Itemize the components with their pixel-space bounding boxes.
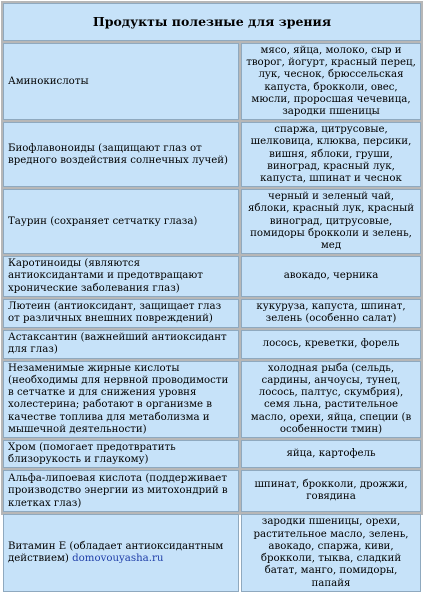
table-title: Продукты полезные для зрения: [3, 3, 421, 41]
table-row: [3, 299, 421, 328]
table-row: [3, 330, 421, 359]
foods-cell: шпинат, брокколи, дрожжи, говядина: [241, 470, 421, 512]
foods-cell: зародки пшеницы, орехи, растительное масло, зелень, авокадо, спаржа, киви, брокколи, тыква, сладкий батат, манго, помидоры, папайя: [241, 514, 421, 591]
foods-cell: яйца, картофель: [241, 440, 421, 468]
nutrition-table-frame: [1, 1, 423, 589]
nutrient-cell: Таурин (сохраняет сетчатку глаза): [3, 189, 239, 254]
site-watermark: domovouyasha.ru: [72, 553, 164, 565]
foods-cell: холодная рыба (сельдь, сардины, анчоусы, тунец, лосось, палтус, скумбрия), семя льна, растительное масло, орехи, яйца, специи (в особенности тмин): [241, 361, 421, 438]
table-row: [3, 256, 421, 297]
table-row: [3, 440, 421, 468]
foods-cell: лосось, креветки, форель: [241, 330, 421, 359]
nutrient-cell: [3, 514, 239, 591]
title-row: [3, 3, 421, 41]
nutrient-cell: Хром (помогает предотвратить близорукость и глаукому): [3, 440, 239, 468]
nutrient-cell: Альфа-липоевая кислота (поддерживает производство энергии из митохондрий в клетках глаз): [3, 470, 239, 512]
foods-cell: черный и зеленый чай, яблоки, красный лук, красный виноград, цитрусовые, помидоры брокколи и зелень, мед: [241, 189, 421, 254]
nutrient-cell: Лютеин (антиоксидант, защищает глаз от различных внешних повреждений): [3, 299, 239, 328]
foods-cell: мясо, яйца, молоко, сыр и творог, йогурт, красный перец, лук, чеснок, брюссельская капуста, брокколи, овес, мюсли, проросшая чечевица, зародки пшеницы: [241, 43, 421, 120]
table-row: [3, 514, 421, 591]
foods-cell: спаржа, цитрусовые, шелковица, клюква, персики, вишня, яблоки, груши, виноград, красный лук, капуста, шпинат и чеснок: [241, 122, 421, 187]
nutrient-cell: Биофлавоноиды (защищают глаз от вредного воздействия солнечных лучей): [3, 122, 239, 187]
table-row: [3, 361, 421, 438]
foods-cell: авокадо, черника: [241, 256, 421, 297]
nutrient-cell: Астаксантин (важнейший антиоксидант для глаз): [3, 330, 239, 359]
table-row: [3, 122, 421, 187]
table-row: [3, 43, 421, 120]
eye-foods-table: [1, 1, 423, 594]
table-row: [3, 470, 421, 512]
nutrient-cell: Каротиноиды (являются антиоксидантами и предотвращают хронические заболевания глаз): [3, 256, 239, 297]
nutrient-cell: Незаменимые жирные кислоты (необходимы для нервной проводимости в сетчатке и для снижения уровня холестерина; работают в организме в качестве топлива для метаболизма и мышечной деятельности): [3, 361, 239, 438]
nutrient-label: Витамин Е (обладает антиоксидантным действием): [8, 540, 224, 565]
nutrient-cell: Аминокислоты: [3, 43, 239, 120]
table-row: [3, 189, 421, 254]
foods-cell: кукуруза, капуста, шпинат, зелень (особенно салат): [241, 299, 421, 328]
